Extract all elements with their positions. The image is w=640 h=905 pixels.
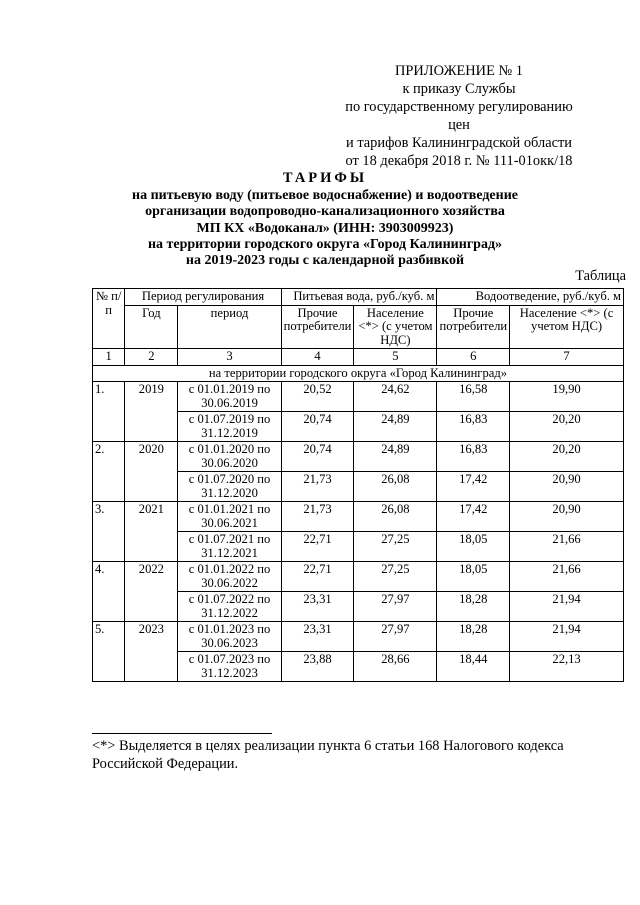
header-sewer-group: Водоотведение, руб./куб. м xyxy=(437,289,624,306)
water-other-value: 21,73 xyxy=(281,502,354,532)
sewer-population-value: 19,90 xyxy=(510,382,624,412)
header-row xyxy=(93,289,624,306)
title-main: ТАРИФЫ xyxy=(282,170,368,186)
water-other-value: 23,31 xyxy=(281,592,354,622)
header-sewer-other: Прочие потребители xyxy=(437,305,510,349)
title-line: на 2019-2023 годы с календарной разбивкой xyxy=(185,253,465,269)
sewer-population-value: 21,94 xyxy=(510,592,624,622)
header-row xyxy=(93,305,624,349)
appendix-line: по государственному регулированию цен xyxy=(345,99,573,133)
header-water-population: Население <*> (с учетом НДС) xyxy=(354,305,437,349)
sewer-other-value: 18,05 xyxy=(437,532,510,562)
period-cell: с 01.01.2020 по 30.06.2020 xyxy=(178,442,281,472)
period-cell: с 01.07.2019 по 31.12.2019 xyxy=(178,412,281,442)
tariff-table xyxy=(92,288,624,682)
water-population-value: 28,66 xyxy=(354,652,437,682)
column-number: 6 xyxy=(437,349,510,366)
water-population-value: 27,97 xyxy=(354,592,437,622)
sewer-other-value: 17,42 xyxy=(437,472,510,502)
header-num: № п/п xyxy=(93,289,125,349)
appendix-header xyxy=(339,62,579,170)
water-population-value: 27,25 xyxy=(354,562,437,592)
row-year: 2019 xyxy=(125,382,178,442)
row-number: 1. xyxy=(93,382,125,442)
column-number: 2 xyxy=(125,349,178,366)
appendix-line: от 18 декабря 2018 г. № 111-01окк/18 xyxy=(345,153,573,169)
water-other-value: 21,73 xyxy=(281,472,354,502)
row-number: 3. xyxy=(93,502,125,562)
table-row xyxy=(93,562,624,592)
document-title xyxy=(80,170,570,269)
water-population-value: 26,08 xyxy=(354,502,437,532)
footnote-divider xyxy=(92,733,272,734)
header-water-other: Прочие потребители xyxy=(281,305,354,349)
column-number: 7 xyxy=(510,349,624,366)
period-cell: с 01.01.2022 по 30.06.2022 xyxy=(178,562,281,592)
column-number: 5 xyxy=(354,349,437,366)
water-population-value: 27,97 xyxy=(354,622,437,652)
header-water-group: Питьевая вода, руб./куб. м xyxy=(281,289,437,306)
column-number: 3 xyxy=(178,349,281,366)
sewer-population-value: 21,66 xyxy=(510,532,624,562)
column-number: 4 xyxy=(281,349,354,366)
water-other-value: 20,74 xyxy=(281,442,354,472)
column-number-row xyxy=(93,349,624,366)
sewer-population-value: 20,20 xyxy=(510,442,624,472)
row-year: 2021 xyxy=(125,502,178,562)
period-cell: с 01.01.2023 по 30.06.2023 xyxy=(178,622,281,652)
period-cell: с 01.07.2021 по 31.12.2021 xyxy=(178,532,281,562)
water-other-value: 20,74 xyxy=(281,412,354,442)
title-line: на территории городского округа «Город Калининград» xyxy=(147,236,503,252)
table-caption: Таблица xyxy=(575,268,626,284)
sewer-other-value: 18,05 xyxy=(437,562,510,592)
table-row xyxy=(93,442,624,472)
row-number: 2. xyxy=(93,442,125,502)
water-other-value: 22,71 xyxy=(281,532,354,562)
header-sewer-population: Население <*> (с учетом НДС) xyxy=(510,305,624,349)
title-line: организации водопроводно-канализационного хозяйства xyxy=(145,204,505,220)
period-cell: с 01.07.2022 по 31.12.2022 xyxy=(178,592,281,622)
period-cell: с 01.01.2021 по 30.06.2021 xyxy=(178,502,281,532)
table-row xyxy=(93,622,624,652)
header-period: период xyxy=(178,305,281,349)
water-population-value: 26,08 xyxy=(354,472,437,502)
sewer-population-value: 21,94 xyxy=(510,622,624,652)
table-row xyxy=(93,502,624,532)
sewer-population-value: 20,90 xyxy=(510,502,624,532)
territory-row xyxy=(93,365,624,382)
water-other-value: 22,71 xyxy=(281,562,354,592)
title-line: на питьевую воду (питьевое водоснабжение) и водоотведение xyxy=(132,188,518,204)
water-population-value: 24,89 xyxy=(354,442,437,472)
appendix-line: к приказу Службы xyxy=(402,81,516,97)
period-cell: с 01.07.2020 по 31.12.2020 xyxy=(178,472,281,502)
column-number: 1 xyxy=(93,349,125,366)
row-number: 4. xyxy=(93,562,125,622)
header-year: Год xyxy=(125,305,178,349)
sewer-population-value: 20,90 xyxy=(510,472,624,502)
row-number: 5. xyxy=(93,622,125,682)
water-population-value: 24,89 xyxy=(354,412,437,442)
row-year: 2020 xyxy=(125,442,178,502)
sewer-other-value: 18,44 xyxy=(437,652,510,682)
appendix-line: и тарифов Калининградской области xyxy=(346,135,572,151)
sewer-other-value: 16,83 xyxy=(437,412,510,442)
water-population-value: 27,25 xyxy=(354,532,437,562)
water-other-value: 20,52 xyxy=(281,382,354,412)
title-line: МП КХ «Водоканал» (ИНН: 3903009923) xyxy=(196,220,454,236)
sewer-population-value: 22,13 xyxy=(510,652,624,682)
water-other-value: 23,31 xyxy=(281,622,354,652)
appendix-line: ПРИЛОЖЕНИЕ № 1 xyxy=(395,63,523,79)
sewer-other-value: 16,83 xyxy=(437,442,510,472)
table-row xyxy=(93,382,624,412)
water-population-value: 24,62 xyxy=(354,382,437,412)
header-period-group: Период регулирования xyxy=(125,289,281,306)
sewer-other-value: 17,42 xyxy=(437,502,510,532)
sewer-population-value: 20,20 xyxy=(510,412,624,442)
row-year: 2023 xyxy=(125,622,178,682)
period-cell: с 01.07.2023 по 31.12.2023 xyxy=(178,652,281,682)
sewer-population-value: 21,66 xyxy=(510,562,624,592)
territory-label: на территории городского округа «Город Калининград» xyxy=(93,365,624,382)
period-cell: с 01.01.2019 по 30.06.2019 xyxy=(178,382,281,412)
sewer-other-value: 18,28 xyxy=(437,622,510,652)
sewer-other-value: 16,58 xyxy=(437,382,510,412)
footnote: <*> Выделяется в целях реализации пункта 6 статьи 168 Налогового кодекса Российской Федерации. xyxy=(92,738,564,772)
row-year: 2022 xyxy=(125,562,178,622)
sewer-other-value: 18,28 xyxy=(437,592,510,622)
water-other-value: 23,88 xyxy=(281,652,354,682)
